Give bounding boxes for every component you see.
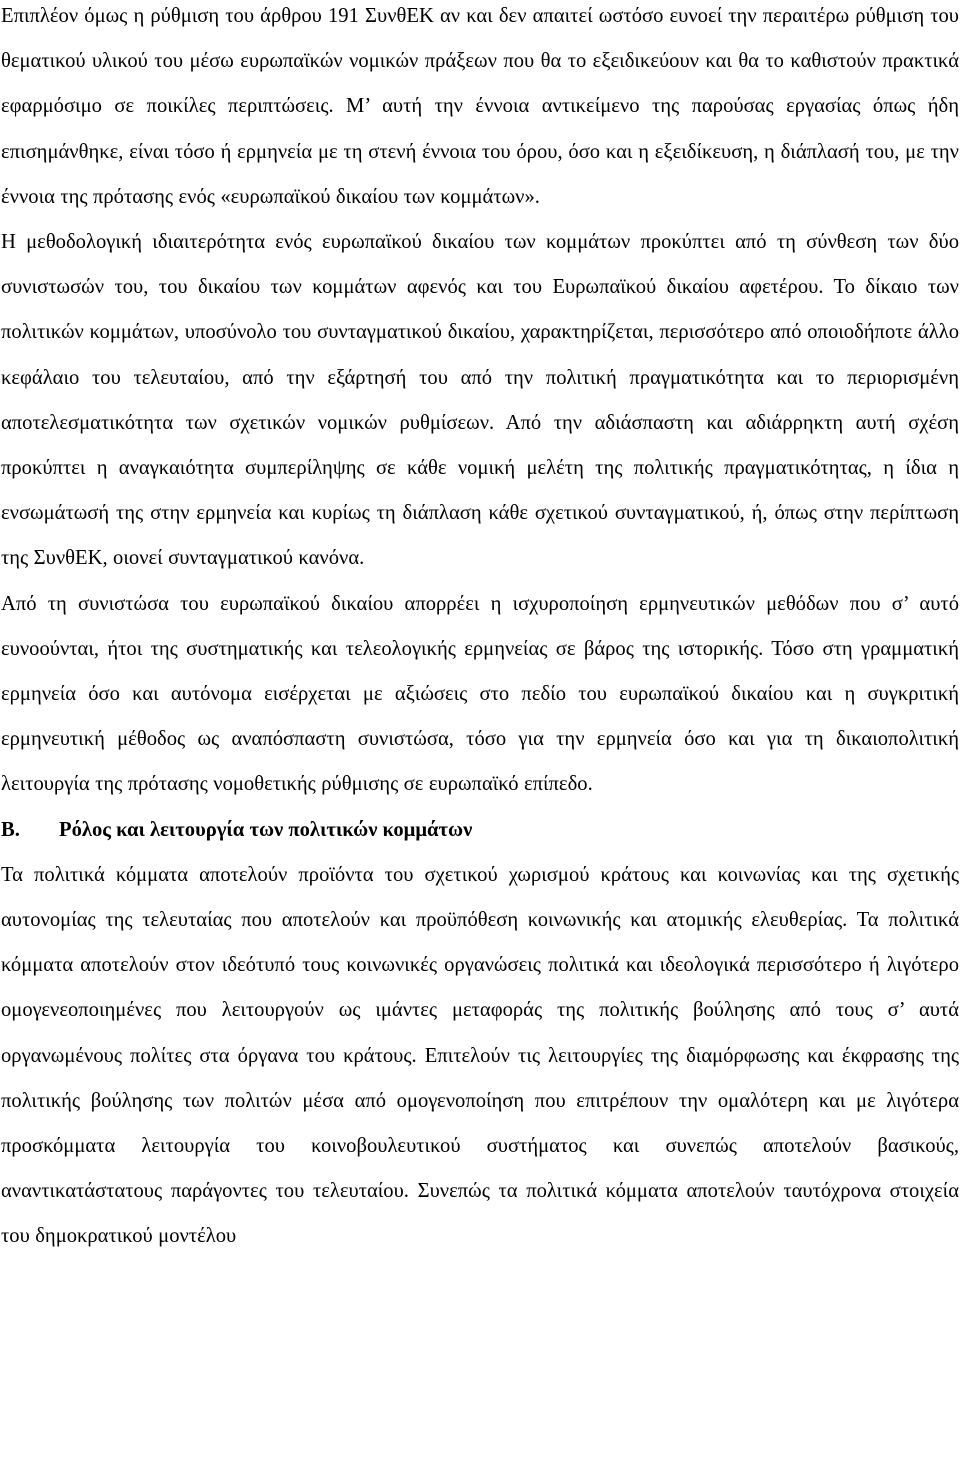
section-number: Β. bbox=[1, 818, 20, 841]
paragraph-methodology: Η μεθοδολογική ιδιαιτερότητα ενός ευρωπαϊκού δικαίου των κομμάτων προκύπτει από τη σύνθεση των δύο συνιστωσών του, του δικαίου των κομμάτων αφενός και του Ευρωπαϊκού δικαίου αφετέρου. Το δίκαιο των πολιτικών κομμάτων, υποσύνολο του συνταγματικού δικαίου, χαρακτηρίζεται, περισσότερο από οποιοδήποτε άλλο κεφάλαιο του τελευταίου, από την εξάρτησή του από την πολιτική πραγματικότητα και το περιορισμένη αποτελεσματικότητα των σχετικών νομικών ρυθμίσεων. Από την αδιάσπαστη και αδιάρρηκτη αυτή σχέση προκύπτει η αναγκαιότητα συμπερίληψης σε κάθε νομική μελέτη της πολιτικής πραγματικότητας, η ίδια η ενσωμάτωσή της στην ερμηνεία και κυρίως τη διάπλαση κάθε σχετικού συνταγματικού, ή, όπως στην περίπτωση της ΣυνθΕΚ, οιονεί συνταγματικού κανόνα. bbox=[1, 231, 959, 570]
section-title: Ρόλος και λειτουργία των πολιτικών κομμάτων bbox=[59, 818, 473, 841]
paragraph-parties-role: Τα πολιτικά κόμματα αποτελούν προϊόντα του σχετικού χωρισμού κράτους και κοινωνίας και της σχετικής αυτονομίας της τελευταίας που αποτελούν και προϋπόθεση κοινωνικής και ατομικής ελευθερίας. Τα πολιτικά κόμματα αποτελούν στον ιδεότυπό τους κοινωνικές οργανώσεις πολιτικά και ιδεολογικά περισσότερο ή λιγότερο ομογενεοποιημένες που λειτουργούν ως ιμάντες μεταφοράς της πολιτικής βούλησης από τους σ’ αυτά οργανωμένους πολίτες στα όργανα του κράτους. Επιτελούν τις λειτουργίες της διαμόρφωσης και έκφρασης της πολιτικής βούλησης των πολιτών μέσα από ομογενοποίηση που επιτρέπουν την ομαλότερη και με λιγότερα προσκόμματα λειτουργία του κοινοβουλευτικού συστήματος και συνεπώς αποτελούν βασικούς, αναντικατάστατους παράγοντες του τελευταίου. Συνεπώς τα πολιτικά κόμματα αποτελούν ταυτόχρονα στοιχεία του δημοκρατικού μοντέλου bbox=[1, 863, 959, 1248]
paragraph-intro-regulation: Επιπλέον όμως η ρύθμιση του άρθρου 191 ΣυνθΕΚ αν και δεν απαιτεί ωστόσο ευνοεί την περαιτέρω ρύθμιση του θεματικού υλικού του μέσω ευρωπαϊκών νομικών πράξεων που θα το εξειδικεύουν και θα το καθιστούν πρακτικά εφαρμόσιμο σε ποικίλες περιπτώσεις. Μ’ αυτή την έννοια αντικείμενο της παρούσας εργασίας όπως ήδη επισημάνθηκε, είναι τόσο ή ερμηνεία με τη στενή έννοια του όρου, όσο και η εξειδίκευση, η διάπλασή του, με την έννοια της πρότασης ενός «ευρωπαϊκού δικαίου των κομμάτων». bbox=[1, 5, 959, 208]
section-heading bbox=[1, 808, 959, 853]
paragraph-interpretive-methods: Από τη συνιστώσα του ευρωπαϊκού δικαίου απορρέει η ισχυροποίηση ερμηνευτικών μεθόδων που σ’ αυτό ευνοούνται, ήτοι της συστηματικής και τελεολογικής ερμηνείας σε βάρος της ιστορικής. Τόσο στη γραμματική ερμηνεία όσο και αυτόνομα εισέρχεται με αξιώσεις στο πεδίο του ευρωπαϊκού δικαίου και η συγκριτική ερμηνευτική μέθοδος ως αναπόσπαστη συνιστώσα, τόσο για την ερμηνεία όσο και για τη δικαιοπολιτική λειτουργία της πρότασης νομοθετικής ρύθμισης σε ευρωπαϊκό επίπεδο. bbox=[1, 592, 959, 796]
